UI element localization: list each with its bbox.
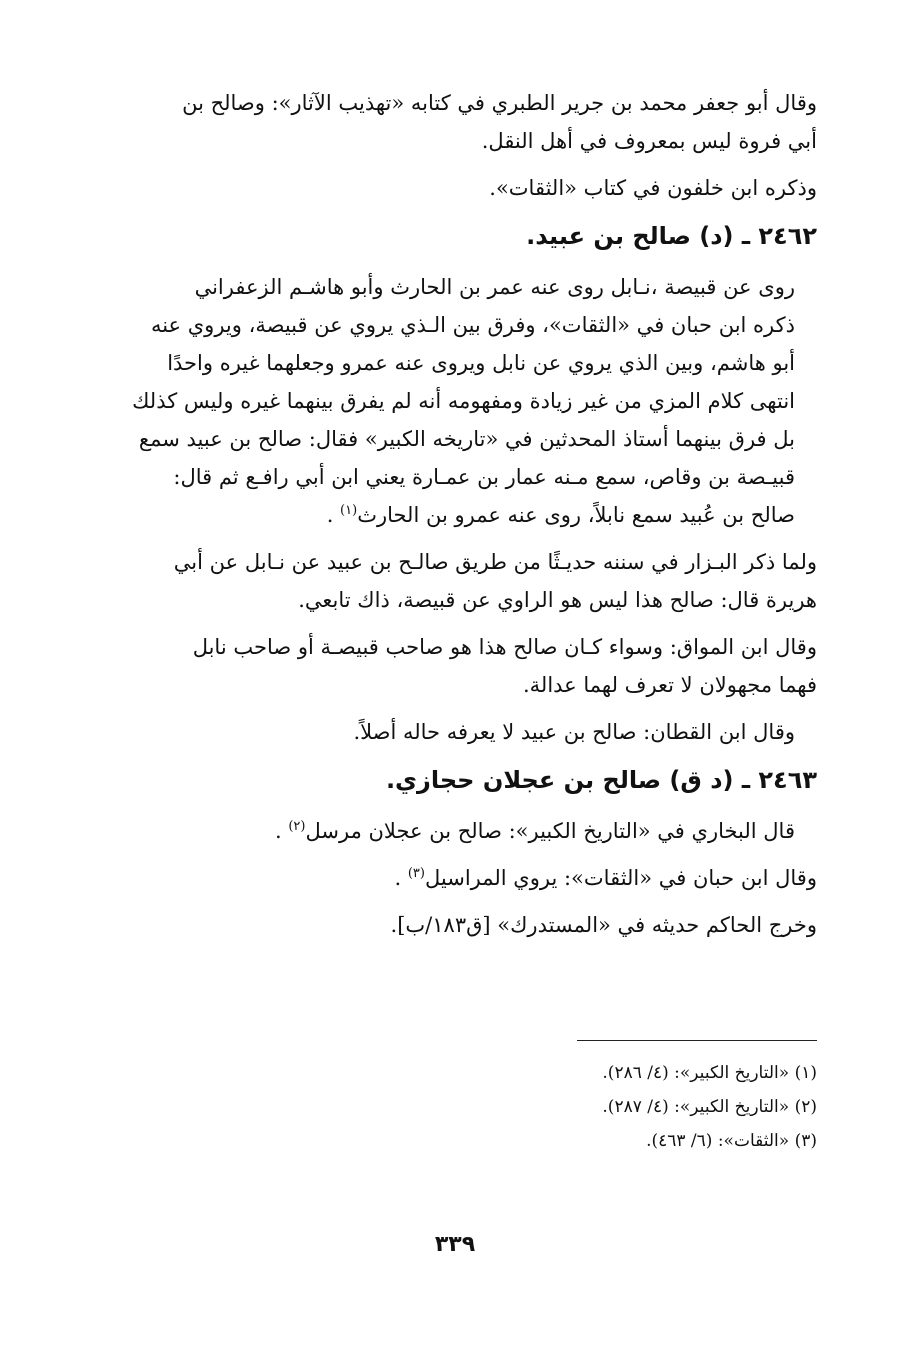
text-line: بل فرق بينهما أستاذ المحدثين في «تاريخه الكبير» فقال: صالح بن عبيد سمع bbox=[138, 427, 795, 451]
paragraph-ibn-hibban bbox=[105, 859, 817, 897]
text-line: وقال ابن المواق: وسواء كـان صالح هذا هو صاحب قبيصـة أو صاحب نابل bbox=[192, 635, 817, 659]
text-segment: . bbox=[394, 866, 408, 890]
paragraph-hakim bbox=[105, 906, 817, 944]
paragraph-ibn-al-qattan bbox=[105, 713, 817, 751]
page-number: ٣٣٩ bbox=[434, 1232, 476, 1257]
footnotes bbox=[317, 1056, 817, 1158]
text-line: وذكره ابن خلفون في كتاب «الثقات». bbox=[489, 176, 817, 200]
text-line: قبيـصة بن وقاص، سمع مـنه عمار بن عمـارة يعني ابن أبي رافـع ثم قال: bbox=[173, 465, 795, 489]
footnote-divider bbox=[577, 1040, 817, 1041]
text-segment: . bbox=[274, 819, 289, 843]
text-line: وخرج الحاكم حديثه في «المستدرك» [ق١٨٣/ب]. bbox=[390, 913, 817, 937]
text-line: انتهى كلام المزي من غير زيادة ومفهومه أنه لم يفرق بينهما غيره وليس كذلك bbox=[132, 389, 795, 413]
footnote-1: (١) «التاريخ الكبير»: (٤/ ٢٨٦). bbox=[602, 1063, 817, 1083]
paragraph-ibn-al-mawwaq bbox=[105, 628, 817, 704]
text-line: أبي فروة ليس بمعروف في أهل النقل. bbox=[481, 129, 817, 153]
text-segment: . bbox=[326, 503, 341, 527]
text-line: فهما مجهولان لا تعرف لهما عدالة. bbox=[522, 673, 817, 697]
footnote-ref[interactable]: (٣) bbox=[407, 866, 425, 881]
paragraph-bazzar bbox=[105, 543, 817, 619]
text-line: وقال ابن القطان: صالح بن عبيد لا يعرفه حاله أصلاً. bbox=[353, 720, 795, 744]
paragraph-ibn-khalfun bbox=[105, 169, 817, 207]
text-line bbox=[105, 812, 795, 850]
text-line: ولما ذكر البـزار في سننه حديـثًا من طريق صالـح بن عبيد عن نـابل عن أبي bbox=[173, 550, 817, 574]
footnote-2: (٢) «التاريخ الكبير»: (٤/ ٢٨٧). bbox=[602, 1097, 817, 1117]
text-line: هريرة قال: صالح هذا ليس هو الراوي عن قبيصة، ذاك تابعي. bbox=[298, 588, 817, 612]
text-line: ذكره ابن حبان في «الثقات»، وفرق بين الـذي يروي عن قبيصة، ويروي عنه bbox=[150, 313, 795, 337]
paragraph-salih-ibn-ubayd bbox=[105, 268, 817, 534]
entry-heading-2463: ٢٤٦٣ ـ (د ق) صالح بن عجلان حجازي. bbox=[385, 766, 817, 794]
text-segment: صالح بن عُبيد سمع نابلاً، روى عنه عمرو بن الحارث bbox=[357, 503, 795, 527]
text-line: وقال أبو جعفر محمد بن جرير الطبري في كتابه «تهذيب الآثار»: وصالح بن bbox=[182, 91, 817, 115]
text-line bbox=[105, 496, 795, 534]
page-body bbox=[105, 84, 817, 953]
text-line: أبو هاشم، وبين الذي يروي عن نابل ويروى عنه عمرو وجعلهما غيره واحدًا bbox=[167, 351, 795, 375]
entry-heading-2462: ٢٤٦٢ ـ (د) صالح بن عبيد. bbox=[526, 222, 817, 250]
text-line: روى عن قبيصة ،نـابل روى عنه عمر بن الحارث وأبو هاشـم الزعفراني bbox=[194, 275, 795, 299]
paragraph-tabari bbox=[105, 84, 817, 160]
text-segment: وقال ابن حبان في «الثقات»: يروي المراسيل bbox=[424, 866, 817, 890]
text-line bbox=[105, 859, 817, 897]
paragraph-bukhari bbox=[105, 812, 817, 850]
footnote-ref[interactable]: (٢) bbox=[288, 819, 306, 834]
text-segment: قال البخاري في «التاريخ الكبير»: صالح بن عجلان مرسل bbox=[305, 819, 795, 843]
footnote-ref[interactable]: (١) bbox=[340, 503, 358, 518]
footnote-3: (٣) «الثقات»: (٦/ ٤٦٣). bbox=[646, 1131, 817, 1151]
